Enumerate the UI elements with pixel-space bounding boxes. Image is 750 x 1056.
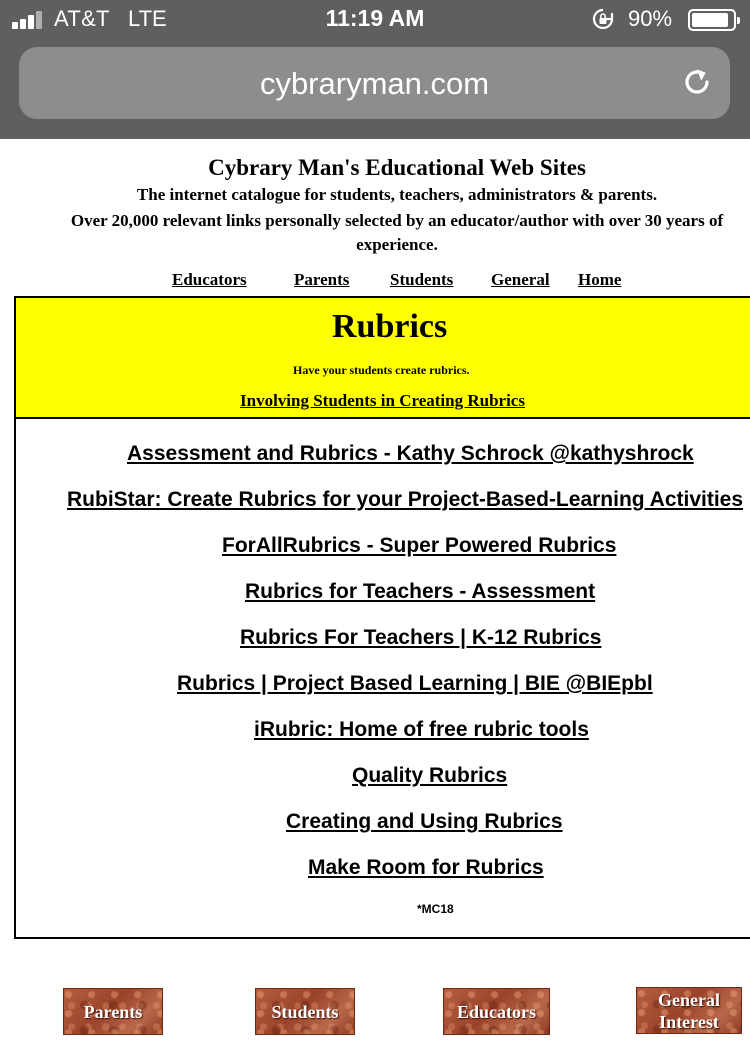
nav-link-home[interactable]: Home [578, 270, 622, 289]
site-description [0, 209, 750, 257]
footer-button-label: Students [271, 1001, 339, 1022]
browser-chrome [0, 0, 750, 139]
footer-button-parents[interactable] [63, 988, 163, 1035]
link-rubistar[interactable]: RubiStar: Create Rubrics for your Project-Based-Learning Activities [67, 488, 744, 511]
nav-link-educators[interactable]: Educators [172, 270, 247, 289]
site-tagline: The internet catalogue for students, teachers, administrators & parents. [136, 185, 658, 204]
featured-link-involving-students[interactable]: Involving Students in Creating Rubrics [240, 391, 525, 410]
footer-button-educators[interactable] [443, 988, 550, 1035]
site-title: Cybrary Man's Educational Web Sites [208, 155, 586, 180]
network-type: LTE [128, 6, 167, 31]
nav-link-general[interactable]: General [491, 270, 550, 289]
footer-button-label-line-2: Interest [659, 1011, 719, 1032]
link-rubrics-for-teachers-assessment[interactable]: Rubrics for Teachers - Assessment [245, 580, 596, 603]
carrier-name: AT&T [54, 6, 110, 31]
rotation-lock-icon [592, 8, 614, 30]
link-assessment-and-rubrics[interactable]: Assessment and Rubrics - Kathy Schrock @kathyshrock [127, 442, 694, 465]
link-forallrubrics[interactable]: ForAllRubrics - Super Powered Rubrics [222, 534, 617, 557]
page-subtitle: Have your students create rubrics. [293, 363, 470, 377]
nav-link-students[interactable]: Students [390, 270, 454, 289]
status-time: 11:19 AM [325, 5, 425, 31]
nav-link-parents[interactable]: Parents [294, 270, 350, 289]
footer-button-label: Parents [83, 1001, 143, 1022]
battery-level [692, 13, 728, 27]
link-irubric[interactable]: iRubric: Home of free rubric tools [254, 718, 589, 741]
footer-button-general-interest[interactable] [636, 987, 742, 1034]
link-quality-rubrics[interactable]: Quality Rubrics [352, 764, 508, 787]
link-rubrics-for-teachers-k12[interactable]: Rubrics For Teachers | K-12 Rubrics [240, 626, 602, 649]
link-make-room-for-rubrics[interactable]: Make Room for Rubrics [308, 856, 544, 879]
page-title-text: Rubrics [332, 308, 448, 345]
link-rubrics-pbl-bie[interactable]: Rubrics | Project Based Learning | BIE @BIEpbl [177, 672, 653, 695]
footer-button-label-line-1: General [658, 989, 720, 1010]
status-bar [0, 0, 750, 40]
site-description-line-1: Over 20,000 relevant links personally selected by an educator/author with over 30 years of [70, 211, 724, 230]
page-credit: *MC18 [417, 902, 454, 916]
site-description-line-2: experience. [356, 235, 438, 254]
footer-button-label: Educators [456, 1001, 536, 1022]
address-bar[interactable] [19, 47, 730, 119]
footer-button-students[interactable] [255, 988, 355, 1035]
reload-icon[interactable] [679, 64, 715, 100]
rubrics-header-panel [16, 298, 750, 419]
url-text[interactable]: cybraryman.com [259, 66, 490, 101]
rubrics-content-box [14, 296, 750, 939]
link-creating-and-using-rubrics[interactable]: Creating and Using Rubrics [286, 810, 563, 833]
battery-icon [688, 9, 736, 31]
battery-percentage: 90% [628, 6, 673, 31]
